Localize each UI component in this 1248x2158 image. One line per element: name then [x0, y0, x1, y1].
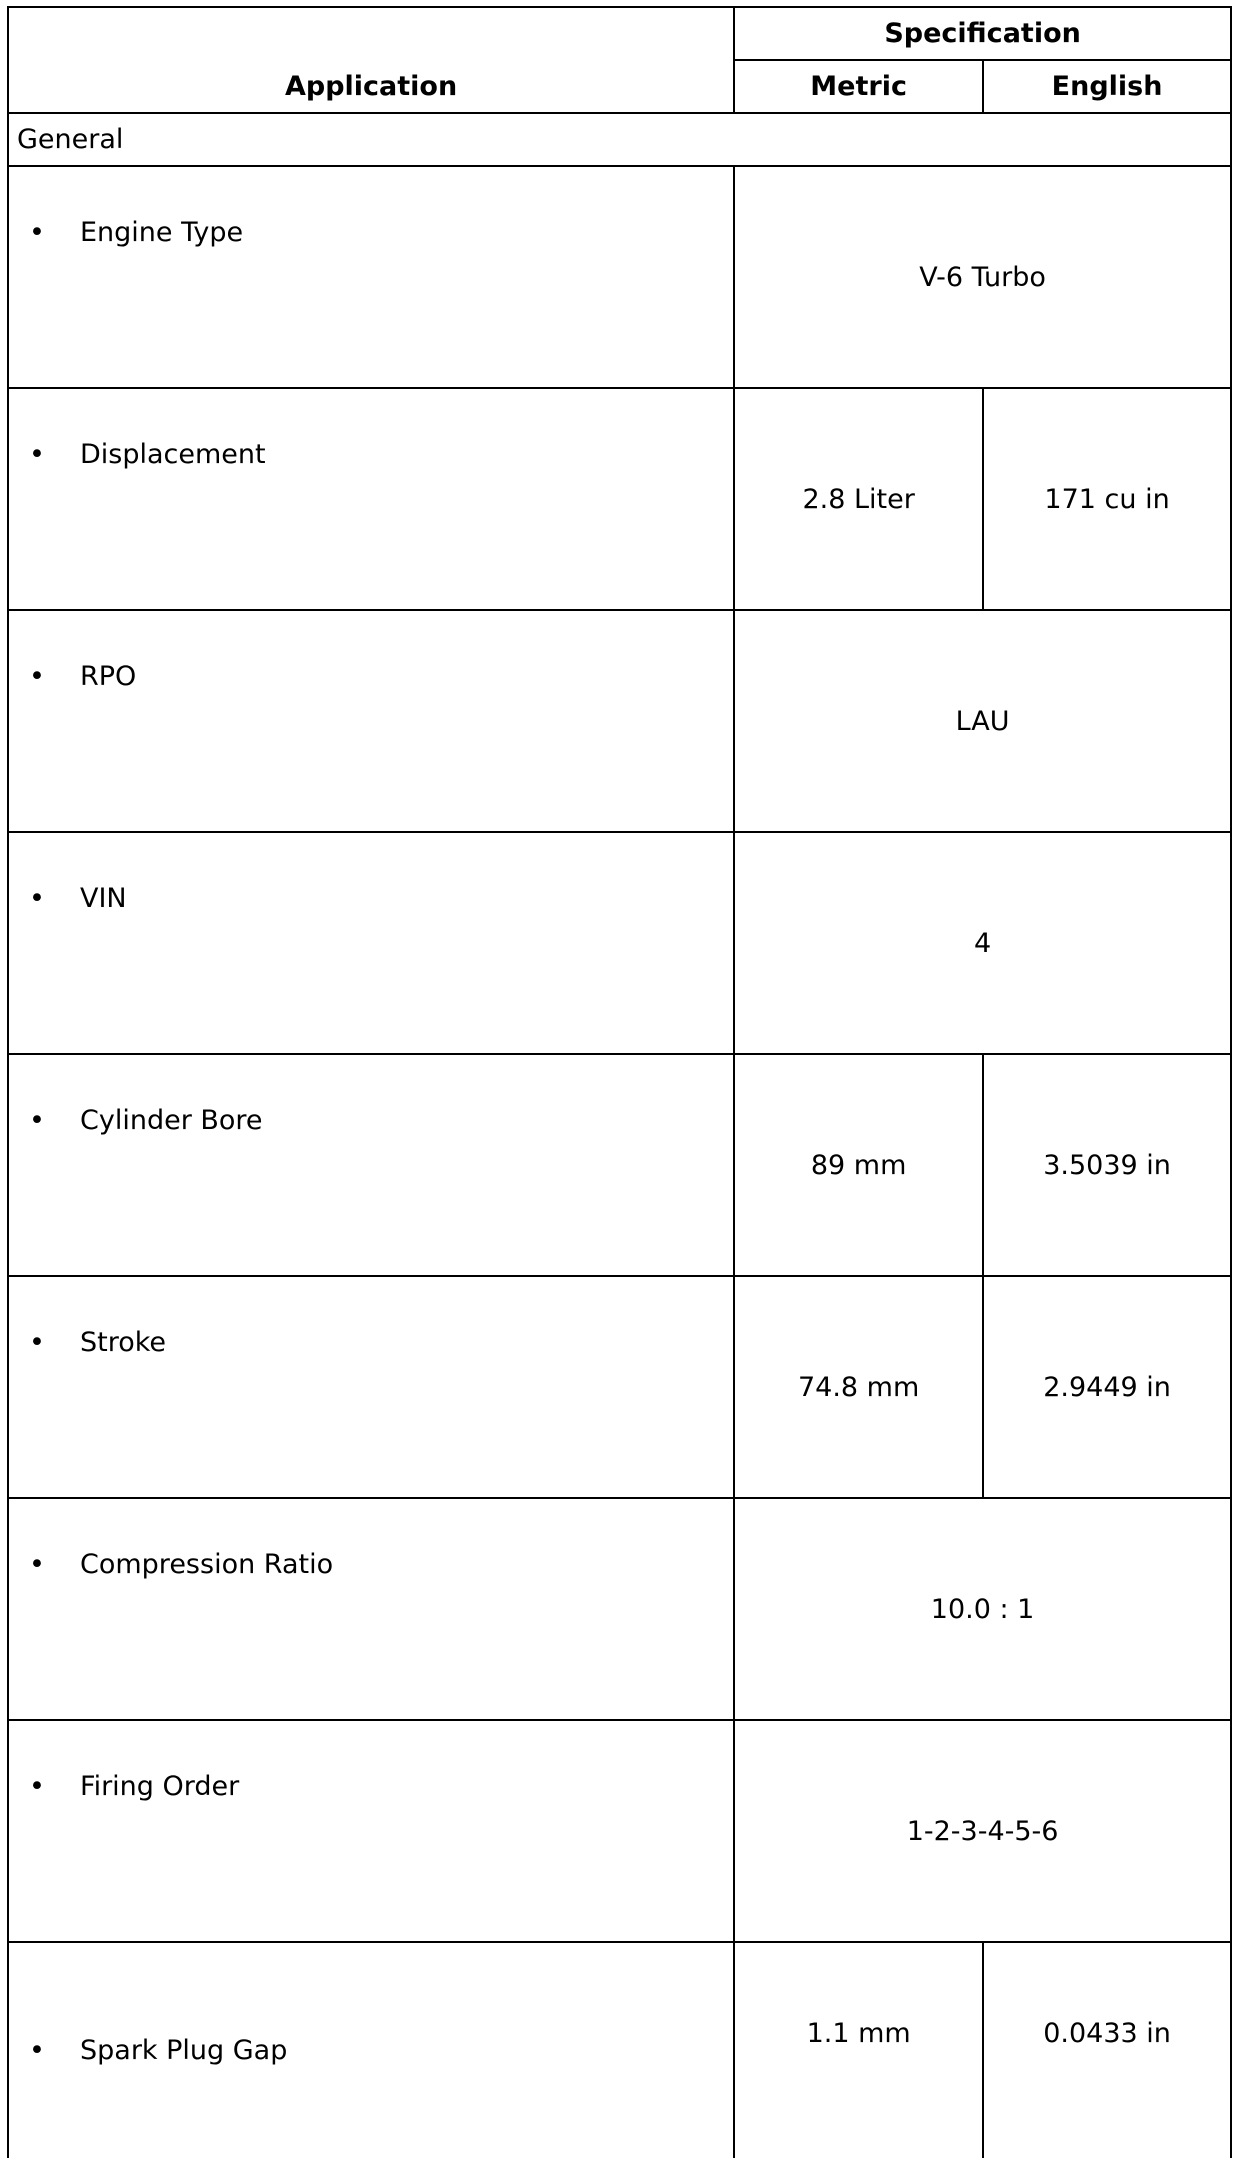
table-row	[8, 1498, 1231, 1720]
english-cell: 3.5039 in	[983, 1054, 1231, 1276]
table-row	[8, 1054, 1231, 1276]
bullet-icon: •	[29, 217, 45, 248]
application-cell	[8, 1276, 734, 1498]
metric-cell: 2.8 Liter	[734, 388, 983, 610]
application-header: Application	[8, 7, 734, 113]
header-row-top	[8, 7, 1231, 60]
row-label: Displacement	[80, 439, 266, 470]
row-label: Compression Ratio	[80, 1549, 334, 1580]
application-cell	[8, 1720, 734, 1942]
value-cell: V-6 Turbo	[734, 166, 1231, 388]
application-cell	[8, 1054, 734, 1276]
metric-value: 1.1 mm	[806, 2018, 911, 2049]
value-cell: 10.0 : 1	[734, 1498, 1231, 1720]
application-cell	[8, 1498, 734, 1720]
row-label: VIN	[80, 883, 127, 914]
bullet-icon: •	[29, 1105, 45, 1136]
row-label: Firing Order	[80, 1771, 240, 1802]
application-cell	[8, 166, 734, 388]
row-label: RPO	[80, 661, 137, 692]
row-label: Engine Type	[80, 217, 244, 248]
bullet-icon: •	[29, 2035, 45, 2066]
value-cell: 4	[734, 832, 1231, 1054]
specification-header: Specification	[734, 7, 1231, 60]
row-label: Stroke	[80, 1327, 167, 1358]
application-cell	[8, 1942, 734, 2158]
bullet-icon: •	[29, 883, 45, 914]
table-row	[8, 1942, 1231, 2158]
bullet-icon: •	[29, 661, 45, 692]
engine-spec-table	[7, 6, 1232, 2158]
application-cell	[8, 832, 734, 1054]
bullet-icon: •	[29, 1771, 45, 1802]
metric-header: Metric	[734, 60, 983, 113]
section-title: General	[8, 113, 1231, 166]
table-row	[8, 1276, 1231, 1498]
row-label: Cylinder Bore	[80, 1105, 263, 1136]
application-cell	[8, 388, 734, 610]
table-row	[8, 388, 1231, 610]
english-value: 0.0433 in	[1043, 2018, 1171, 2049]
english-header: English	[983, 60, 1231, 113]
english-cell: 171 cu in	[983, 388, 1231, 610]
section-row	[8, 113, 1231, 166]
table-row	[8, 832, 1231, 1054]
table-row	[8, 1720, 1231, 1942]
table-row	[8, 610, 1231, 832]
english-cell	[983, 1942, 1231, 2158]
metric-cell	[734, 1942, 983, 2158]
english-cell: 2.9449 in	[983, 1276, 1231, 1498]
value-cell: 1-2-3-4-5-6	[734, 1720, 1231, 1942]
bullet-icon: •	[29, 1549, 45, 1580]
table-row	[8, 166, 1231, 388]
metric-cell: 74.8 mm	[734, 1276, 983, 1498]
metric-cell: 89 mm	[734, 1054, 983, 1276]
bullet-icon: •	[29, 1327, 45, 1358]
value-cell: LAU	[734, 610, 1231, 832]
application-cell	[8, 610, 734, 832]
bullet-icon: •	[29, 439, 45, 470]
row-label: Spark Plug Gap	[80, 2035, 288, 2066]
